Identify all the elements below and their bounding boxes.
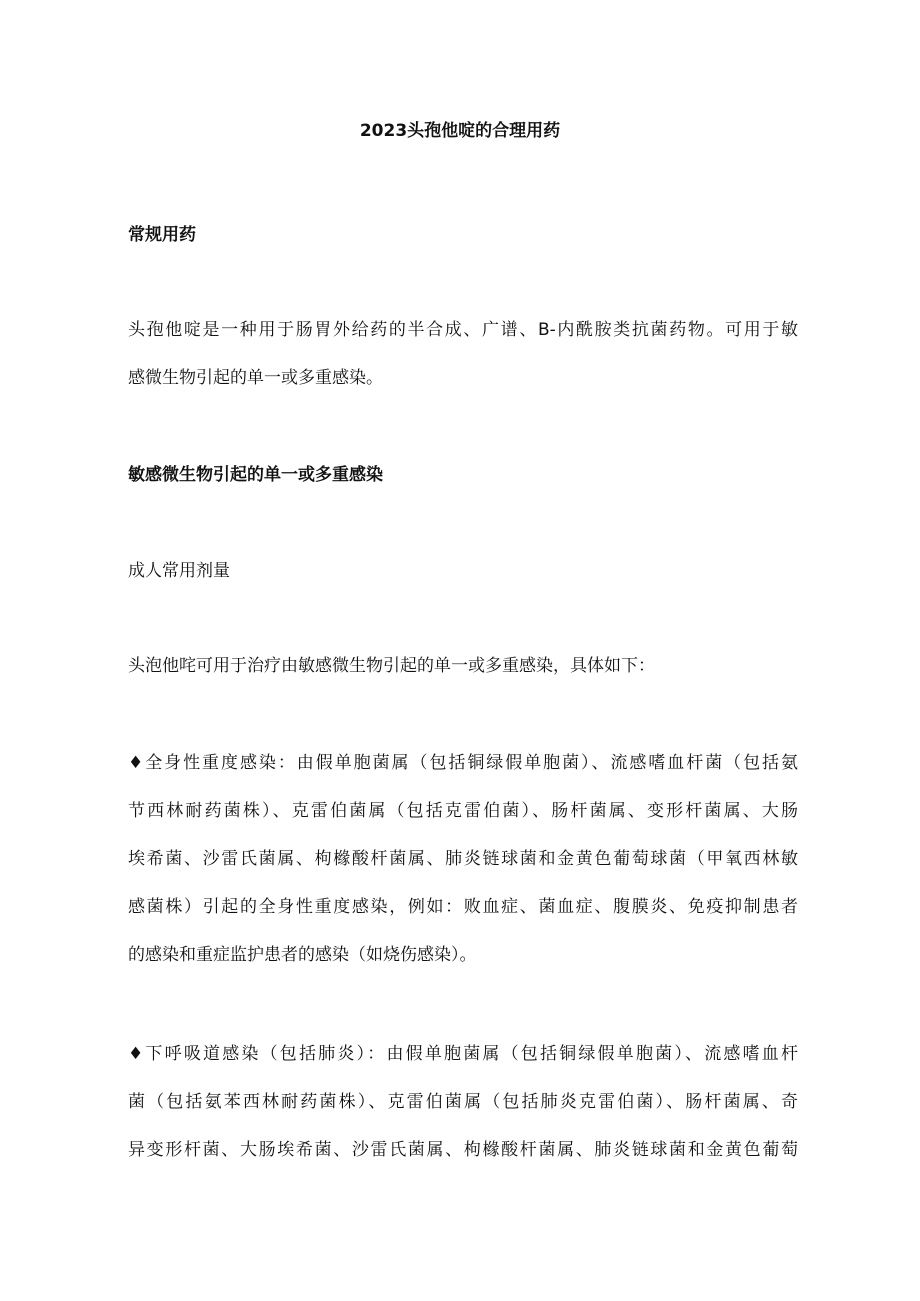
bullet-line: 异变形杆菌、大肠埃希菌、沙雷氏菌属、枸橼酸杆菌属、肺炎链球菌和金黄色葡萄 <box>128 1140 798 1160</box>
intro-line: 头孢他啶是一种用于肠胃外给药的半合成、广谱、B-内酰胺类抗菌药物。可用于敏 <box>128 320 798 340</box>
section-heading-routine-use: 常规用药 <box>128 225 196 245</box>
bullet-line: 菌（包括氨苯西林耐药菌株）、克雷伯菌属（包括肺炎克雷伯菌）、肠杆菌属、奇 <box>128 1092 798 1112</box>
bullet-line: ♦下呼吸道感染（包括肺炎）：由假单胞菌属（包括铜绿假单胞菌）、流感嗜血杆 <box>128 1044 798 1064</box>
document-title: 2023头孢他啶的合理用药 <box>359 121 561 141</box>
intro-paragraph <box>128 306 798 402</box>
bullet-line: 的感染和重症监护患者的感染（如烧伤感染）。 <box>128 945 477 965</box>
bullet-line: 埃希菌、沙雷氏菌属、枸橼酸杆菌属、肺炎链球菌和金黄色葡萄球菌（甲氧西林敏 <box>128 849 798 869</box>
lead-sentence: 头泡他咤可用于治疗由敏感微生物引起的单一或多重感染，具体如下： <box>128 656 655 676</box>
bullet-lower-respiratory-infection <box>128 1030 798 1174</box>
bullet-line: ♦全身性重度感染：由假单胞菌属（包括铜绿假单胞菌）、流感嗜血杆菌（包括氨 <box>128 753 798 773</box>
bullet-systemic-infection <box>128 739 798 979</box>
bullet-line: 节西林耐药菌株）、克雷伯菌属（包括克雷伯菌）、肠杆菌属、变形杆菌属、大肠 <box>128 801 798 821</box>
subheading-adult-dose: 成人常用剂量 <box>128 561 230 581</box>
bullet-line: 感菌株）引起的全身性重度感染，例如：败血症、菌血症、腹膜炎、免疫抑制患者 <box>128 897 798 917</box>
section-heading-infections: 敏感微生物引起的单一或多重感染 <box>128 465 383 485</box>
intro-line: 感微生物引起的单一或多重感染。 <box>128 368 383 388</box>
